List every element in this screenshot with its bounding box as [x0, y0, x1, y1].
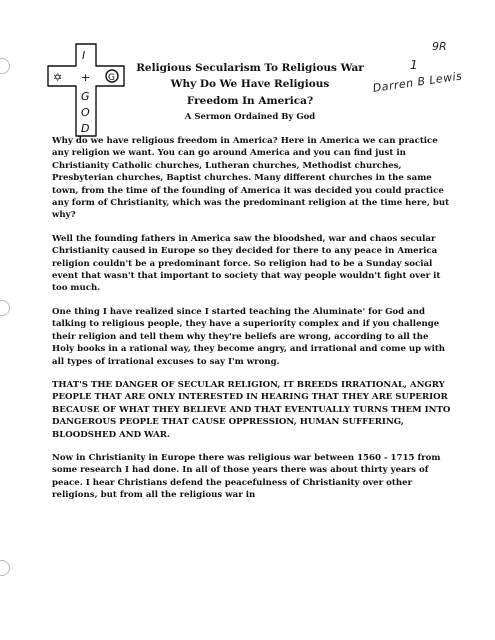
handwritten-page-number: 1: [410, 58, 418, 72]
logo-letter: G: [108, 73, 115, 83]
body-paragraph: One thing I have realized since I started teaching the Aluminate' for God and talking to religious people, they have a superiority complex and if you challenge their religion and tell them why they're beliefs are wrong, according to all the Holy books in a rational way, they become angry, and irrational and come up with all types of irrational excuses to say I'm wrong.: [52, 306, 446, 367]
logo-letter: O: [81, 106, 90, 119]
document-body: [52, 135, 452, 513]
logo-letter: I: [82, 49, 86, 62]
logo-letter: +: [81, 71, 91, 84]
logo-letter: D: [81, 122, 90, 135]
star-of-david-icon: ✡: [53, 71, 63, 84]
body-paragraph: Why do we have religious freedom in America? Here in America we can practice any religion we want. You can go around America and you can find just in Christianity Catholic churches, Lutheran churches, Methodist churches, Presbyterian churches, Baptist churches. Many different churches in the same town, from the time of the founding of America it was decided you could practice any form of Christianity, which was the predominant religion at the time here, but why?: [52, 136, 450, 221]
binder-hole: [0, 300, 10, 316]
body-paragraph: Well the founding fathers in America saw the bloodshed, war and chaos secular Christianity caused in Europe so they decided for there to any peace in America religion couldn't be a predominant force. So religion had to be a Sunday social event that wasn't that important to society that way people wouldn't fight over it too much.: [52, 233, 441, 294]
document-title-line: Why Do We Have Religious: [170, 78, 330, 90]
body-paragraph: Now in Christianity in Europe there was religious war between 1560 - 1715 from some research I had done. In all of those years there was about thirty years of peace. I hear Christians defend the peacefulness of Christianity over other religions, but from all the religious war in: [52, 452, 441, 501]
cross-logo-icon: [38, 40, 134, 140]
binder-hole: [0, 58, 10, 74]
handwritten-signature: Darren B Lewis: [372, 69, 464, 95]
document-title-line: Freedom In America?: [186, 95, 314, 107]
binder-hole: [0, 560, 10, 576]
body-paragraph-emphasis: THAT'S THE DANGER OF SECULAR RELIGION, IT BREEDS IRRATIONAL, ANGRY PEOPLE THAT ARE ONLY INTERESTED IN HEARING THAT THEY ARE SUPERIOR BECAUSE OF WHAT THEY BELIEVE AND THAT EVENTUALLY TURNS THEM INTO DANGEROUS PEOPLE THAT CAUSE OPPRESSION, HUMAN SUFFERING, BLOODSHED AND WAR.: [52, 379, 451, 440]
document-subtitle: A Sermon Ordained By God: [184, 112, 316, 122]
handwritten-page-code: 9R: [432, 40, 447, 53]
document-title: Religious Secularism To Religious War: [136, 62, 364, 74]
logo-letter: G: [81, 90, 90, 103]
